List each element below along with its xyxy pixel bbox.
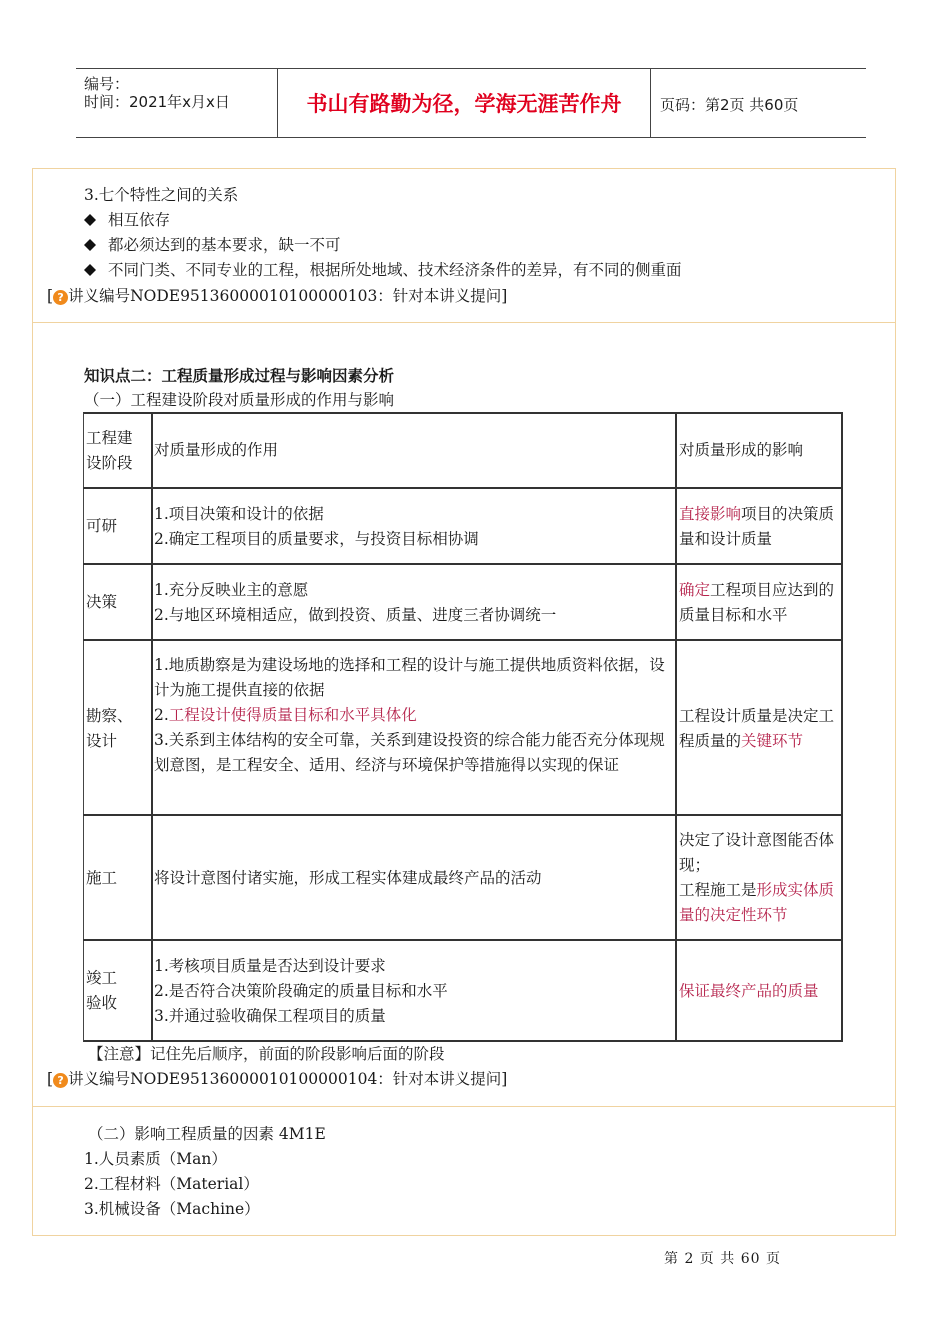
role-line: 1.考核项目质量是否达到设计要求 (154, 957, 386, 975)
role-number: 2. (154, 706, 169, 724)
impact-text: 工程施工是 (679, 881, 757, 899)
table-cell-stage: 施工 (86, 869, 118, 887)
table-cell-stage: 决策 (86, 593, 118, 611)
ref-text[interactable]: 讲义编号NODE95136000010100000104：针对本讲义提问] (68, 1070, 508, 1088)
date-label: 时间：2021年x月x日 (84, 93, 230, 111)
bullet-item (84, 233, 341, 258)
table-cell-role (154, 578, 672, 628)
bullet-text: 相互依存 (108, 211, 171, 229)
table-cell-role (154, 502, 672, 552)
table-col-line (675, 412, 677, 1042)
table-row-line (83, 563, 843, 565)
role-line: 1.地质勘察是为建设场地的选择和工程的设计与施工提供地质资料依据，设计为施工提供直接的依据 (154, 656, 665, 699)
impact-highlight: 直接影响 (679, 505, 742, 523)
header-motto: 书山有路勤为径，学海无涯苦作舟 (306, 92, 622, 116)
role-line: 1.项目决策和设计的依据 (154, 505, 324, 523)
table-cell-role: 将设计意图付诸实施，形成工程实体建成最终产品的活动 (154, 869, 542, 887)
impact-text: 决定了设计意图能否体现； (679, 831, 835, 874)
bullet-text: 都必须达到的基本要求，缺一不可 (108, 236, 341, 254)
table-cell-role (154, 653, 666, 778)
table-cell-stage: 竣工 验收 (86, 969, 118, 1012)
table-row-line (83, 639, 843, 641)
impact-highlight: 确定 (679, 581, 711, 599)
table-cell-impact (679, 502, 839, 552)
factor-item: 2.工程材料（Material） (84, 1175, 259, 1193)
ask-question-link[interactable] (47, 284, 507, 309)
header-divider (650, 69, 651, 137)
question-icon[interactable]: ? (53, 1073, 68, 1088)
role-line: 3.并通过验收确保工程项目的质量 (154, 1007, 386, 1025)
table-cell-stage: 勘察、 设计 (86, 707, 133, 750)
impact-highlight: 关键环节 (741, 732, 804, 750)
impact-highlight: 形成实体质量的决定性环节 (679, 881, 835, 924)
bracket: [ (47, 1070, 54, 1088)
table-cell-stage: 可研 (86, 517, 118, 535)
table-header-impact: 对质量形成的影响 (679, 441, 804, 459)
header-meta (76, 69, 277, 137)
table-cell-impact: 保证最终产品的质量 (679, 982, 819, 1000)
role-line: 3.关系到主体结构的安全可靠，关系到建设投资的综合能力能否充分体现规划意图，是工程安全、适用、经济与环境保护等措施得以实现的保证 (154, 731, 665, 774)
number-label: 编号： (84, 75, 130, 93)
role-line (154, 703, 666, 728)
factor-item: 1.人员素质（Man） (84, 1150, 227, 1168)
role-line: 2.是否符合决策阶段确定的质量目标和水平 (154, 982, 448, 1000)
diamond-bullet-icon (84, 264, 96, 276)
question-icon[interactable]: ? (53, 290, 68, 305)
ref-text[interactable]: 讲义编号NODE95136000010100000103：针对本讲义提问] (68, 287, 508, 305)
section-divider (32, 1106, 896, 1107)
header-page-info: 页码：第2页 共60页 (660, 96, 799, 114)
impact-text: 项目的决策质量和设计质量 (679, 505, 835, 548)
ask-question-link[interactable] (47, 1067, 507, 1092)
section2-subtitle: （一）工程建设阶段对质量形成的作用与影响 (84, 391, 395, 409)
diamond-bullet-icon (84, 214, 96, 226)
table-header-stage: 工程建 设阶段 (86, 429, 133, 472)
table-cell-role (154, 954, 672, 1029)
diamond-bullet-icon (84, 239, 96, 251)
role-line: 1.充分反映业主的意愿 (154, 581, 309, 599)
impact-text: 工程设计质量是决定工程质量的 (679, 707, 835, 750)
bullet-item (84, 258, 682, 283)
section2-title: 知识点二：工程质量形成过程与影响因素分析 (84, 367, 395, 385)
role-highlight: 工程设计使得质量目标和水平具体化 (168, 706, 417, 724)
bullet-item (84, 208, 170, 233)
role-line: 2.与地区环境相适应，做到投资、质量、进度三者协调统一 (154, 606, 557, 624)
table-row-line (83, 939, 843, 941)
table-row-line (83, 487, 843, 489)
table-col-line (151, 412, 153, 1042)
role-line: 2.确定工程项目的质量要求，与投资目标相协调 (154, 530, 479, 548)
impact-text: 工程项目应达到的质量目标和水平 (679, 581, 835, 624)
section1-heading: 3.七个特性之间的关系 (84, 186, 239, 204)
bullet-text: 不同门类、不同专业的工程，根据所处地域、技术经济条件的差异，有不同的侧重面 (108, 261, 682, 279)
table-cell-impact (679, 578, 839, 628)
table-header-role: 对质量形成的作用 (154, 441, 279, 459)
section-divider (32, 322, 896, 323)
section3-heading: （二）影响工程质量的因素 4M1E (88, 1125, 326, 1143)
bracket: [ (47, 287, 54, 305)
table-row-line (83, 814, 843, 816)
page-footer: 第 2 页 共 60 页 (664, 1251, 781, 1267)
factor-item: 3.机械设备（Machine） (84, 1200, 260, 1218)
table-cell-impact (679, 704, 839, 754)
note-text: 【注意】记住先后顺序，前面的阶段影响后面的阶段 (88, 1045, 445, 1063)
table-cell-impact (679, 828, 839, 928)
page-header (76, 68, 866, 138)
